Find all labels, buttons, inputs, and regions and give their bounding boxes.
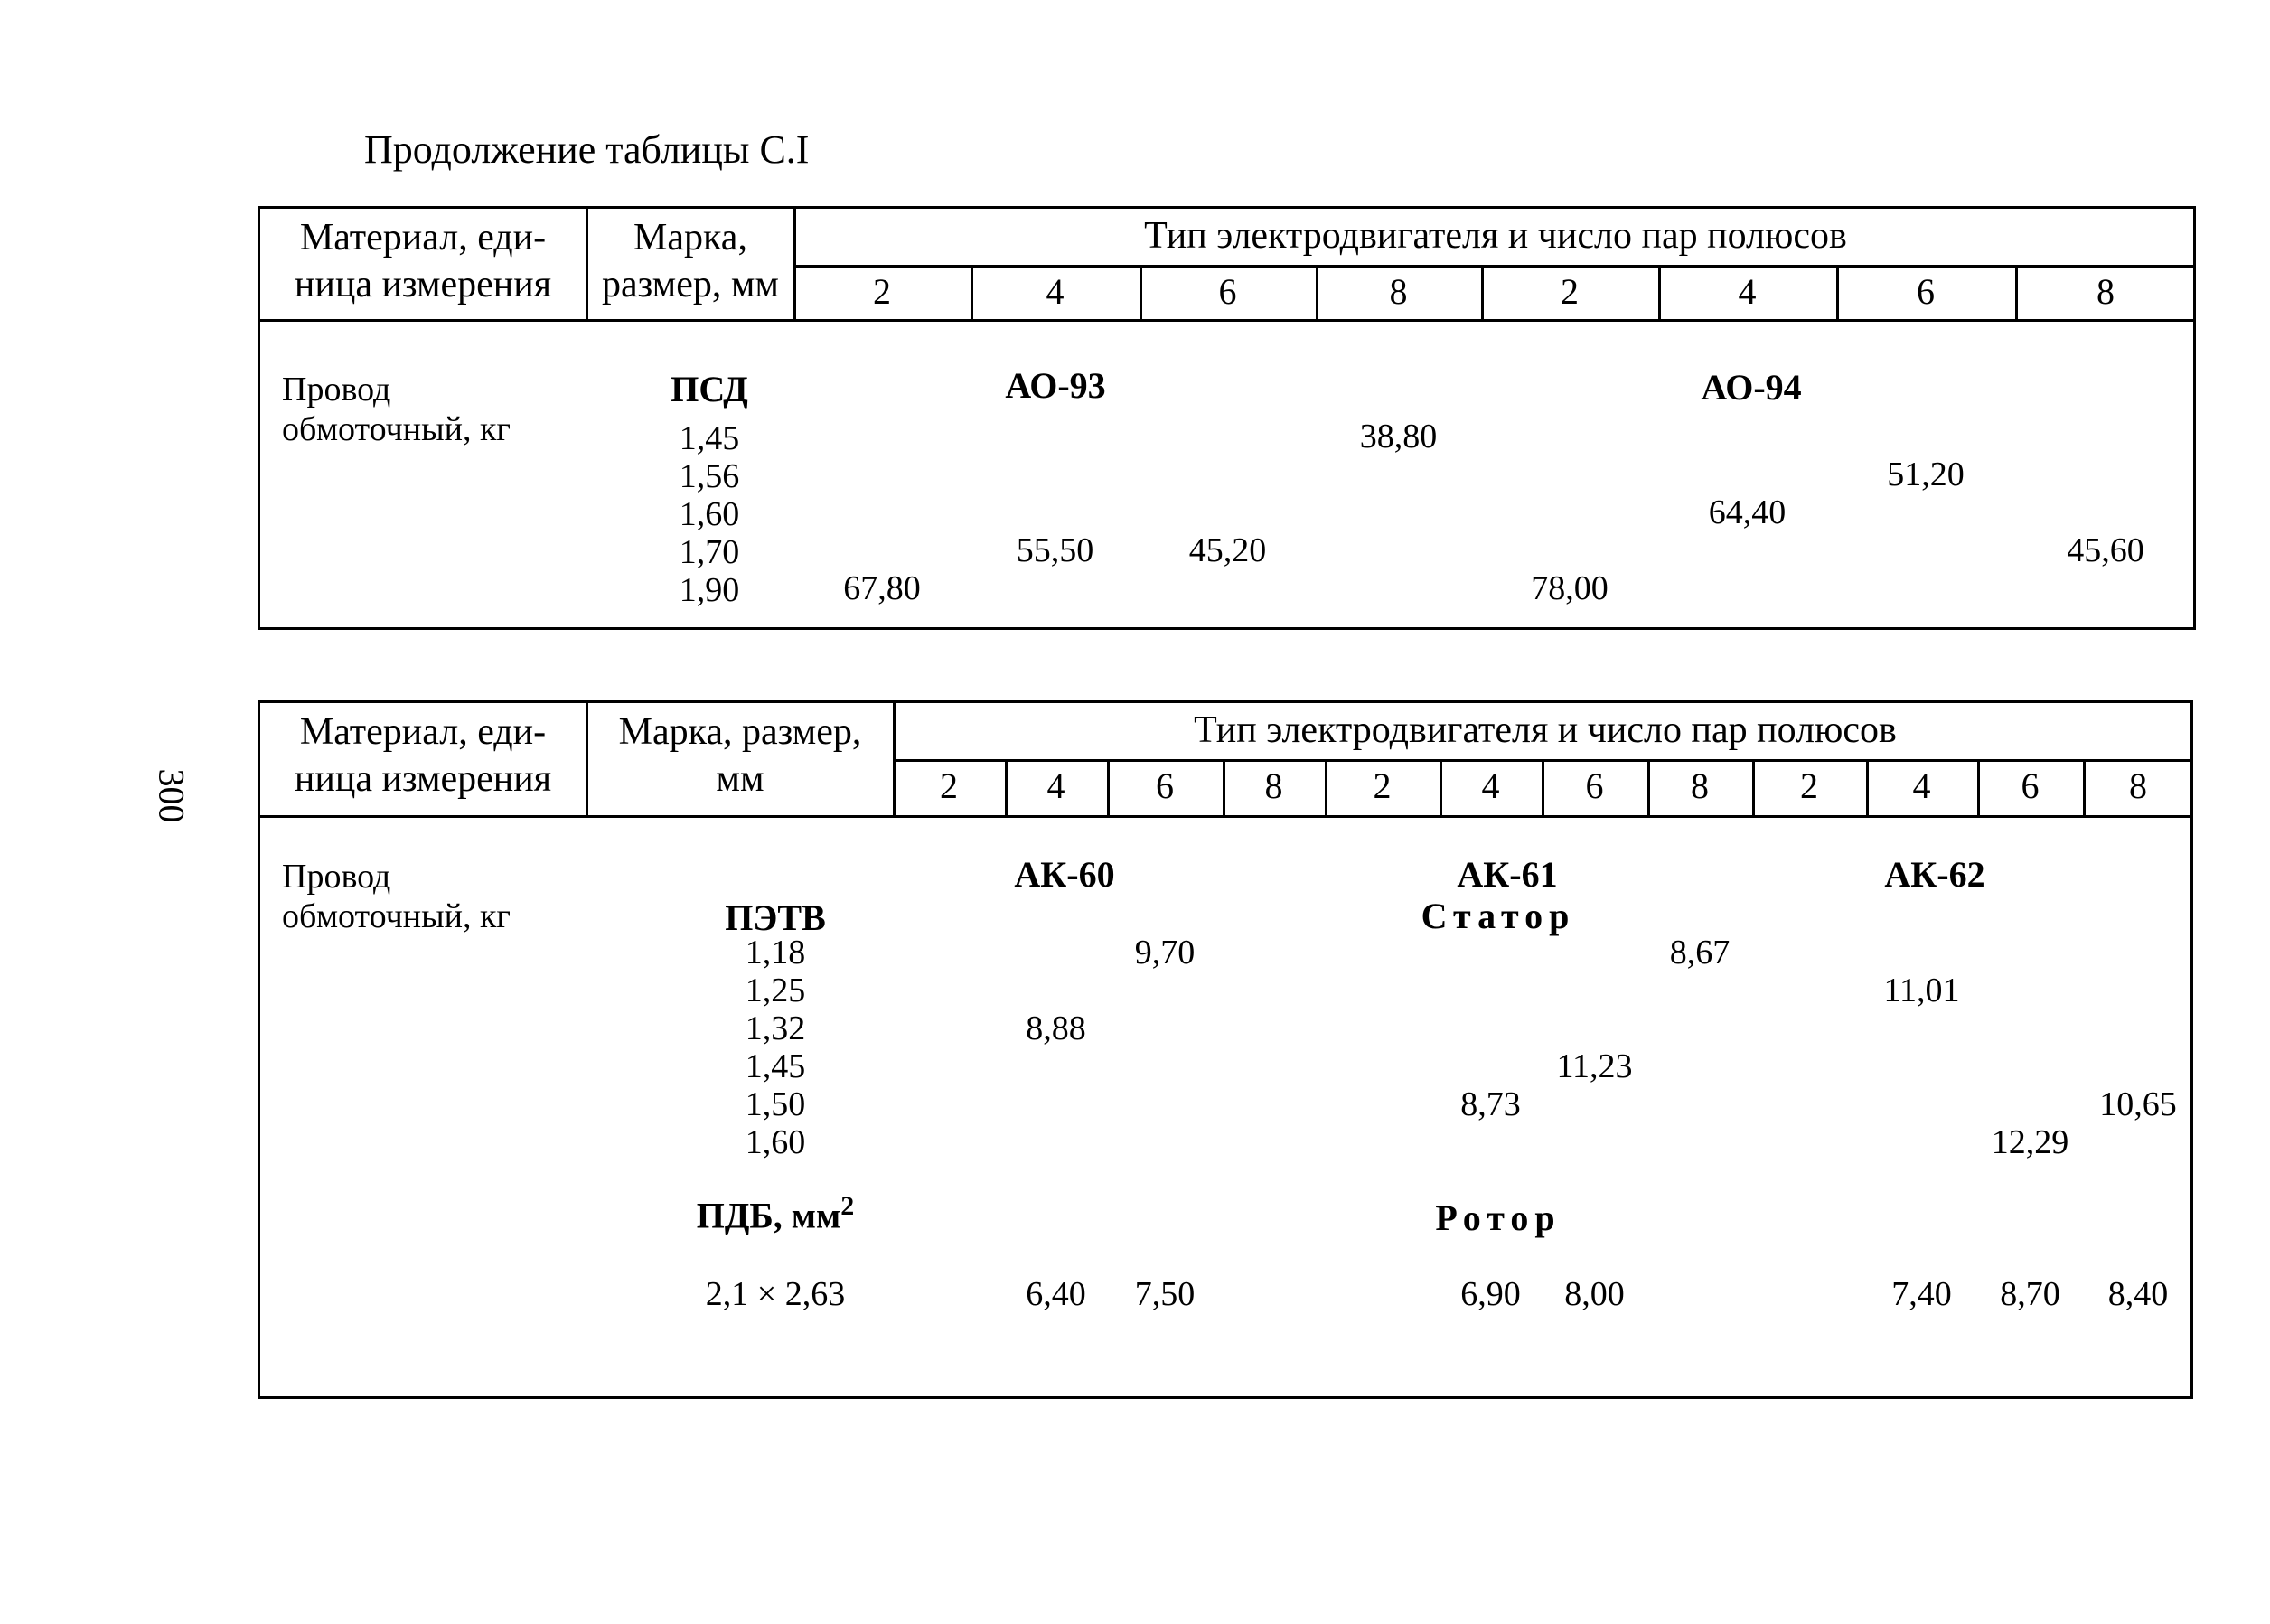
table-cell-value: 64,40 bbox=[1708, 493, 1787, 531]
table-cell-value: 7,50 bbox=[1134, 1275, 1196, 1313]
table-cell-value: 78,00 bbox=[1531, 569, 1609, 607]
table-2 bbox=[258, 700, 2193, 1399]
table-cell-value: 8,70 bbox=[2000, 1275, 2060, 1313]
table-cell-value: 8,73 bbox=[1460, 1085, 1521, 1123]
column-header-material: Материал, еди- ница измерения bbox=[294, 711, 552, 800]
size-value: 1,60 bbox=[745, 1123, 806, 1161]
pole-header: 6 bbox=[2021, 765, 2040, 806]
column-header-material: Материал, еди- ница измерения bbox=[294, 217, 552, 305]
table-cell-value: 51,20 bbox=[1887, 455, 1965, 493]
table-caption: Продолжение таблицы С.I bbox=[364, 127, 810, 172]
table-cell-value: 6,40 bbox=[1026, 1275, 1086, 1313]
size-value: 1,25 bbox=[745, 972, 806, 1009]
mark-petv: ПЭТВ bbox=[725, 897, 826, 938]
rotor-size: 2,1 × 2,63 bbox=[705, 1275, 846, 1313]
pole-header: 4 bbox=[1912, 765, 1931, 806]
row-material: Провод обмоточный, кг bbox=[282, 371, 511, 448]
pole-header: 4 bbox=[1046, 765, 1065, 806]
pole-header: 4 bbox=[1046, 271, 1065, 312]
group-ak61: АК-61 bbox=[1457, 854, 1558, 895]
table-cell-value: 67,80 bbox=[843, 569, 921, 607]
column-header-mark: Марка, размер, мм bbox=[601, 217, 779, 305]
pole-header: 6 bbox=[1156, 765, 1174, 806]
table-cell-value: 8,67 bbox=[1669, 934, 1731, 972]
table-cell-value: 7,40 bbox=[1891, 1275, 1952, 1313]
size-value: 1,45 bbox=[679, 419, 740, 457]
group-ao94: АО-94 bbox=[1701, 367, 1802, 408]
pole-header: 2 bbox=[1561, 271, 1579, 312]
table-cell-value: 38,80 bbox=[1359, 418, 1438, 455]
table-cell-value: 11,23 bbox=[1556, 1047, 1633, 1085]
size-value: 1,18 bbox=[745, 934, 806, 972]
pole-header: 4 bbox=[1481, 765, 1500, 806]
group-ak60: АК-60 bbox=[1014, 854, 1115, 895]
section-rotor: Ротор bbox=[1435, 1197, 1562, 1238]
table-cell-value: 11,01 bbox=[1883, 972, 1960, 1009]
size-value: 1,60 bbox=[679, 495, 740, 533]
pole-header: 2 bbox=[940, 765, 958, 806]
column-header-motor-type: Тип электродвигателя и число пар полюсов bbox=[1194, 709, 1897, 751]
pole-header: 8 bbox=[1389, 271, 1408, 312]
section-stator: Статор bbox=[1421, 896, 1576, 936]
table-cell-value: 8,88 bbox=[1026, 1009, 1086, 1047]
table-cell-value: 10,65 bbox=[2099, 1085, 2177, 1123]
pole-header: 2 bbox=[873, 271, 891, 312]
row-material: Провод обмоточный, кг bbox=[282, 858, 511, 935]
page-number: 300 bbox=[151, 768, 192, 823]
column-header-mark: Марка, размер, мм bbox=[618, 711, 862, 800]
size-value: 1,56 bbox=[679, 457, 740, 495]
column-header-motor-type: Тип электродвигателя и число пар полюсов bbox=[1144, 215, 1847, 257]
table-cell-value: 45,60 bbox=[2067, 531, 2144, 569]
group-ak62: АК-62 bbox=[1884, 854, 1985, 895]
group-ao93: АО-93 bbox=[1005, 365, 1106, 406]
pole-header: 6 bbox=[1585, 765, 1604, 806]
size-value: 1,32 bbox=[745, 1009, 806, 1047]
table-cell-value: 8,40 bbox=[2107, 1275, 2169, 1313]
table-1 bbox=[258, 206, 2196, 630]
pole-header: 6 bbox=[1917, 271, 1935, 312]
pole-header: 8 bbox=[1264, 765, 1283, 806]
mark-pdb: ПДБ, $мм^2$ bbox=[696, 1191, 855, 1236]
table-cell-value: 6,90 bbox=[1460, 1275, 1521, 1313]
table-cell-value: 45,20 bbox=[1188, 531, 1267, 569]
table-cell-value: 12,29 bbox=[1991, 1123, 2069, 1161]
pole-header: 8 bbox=[2129, 765, 2147, 806]
pole-header: 8 bbox=[1691, 765, 1709, 806]
size-value: 1,45 bbox=[745, 1047, 806, 1085]
pole-header: 8 bbox=[2096, 271, 2115, 312]
table-cell-value: 9,70 bbox=[1134, 934, 1196, 972]
size-value: 1,50 bbox=[745, 1085, 806, 1123]
table-cell-value: 8,00 bbox=[1564, 1275, 1625, 1313]
size-value: 1,90 bbox=[679, 571, 740, 609]
pole-header: 2 bbox=[1373, 765, 1392, 806]
pole-header: 6 bbox=[1218, 271, 1237, 312]
mark-psd: ПСД bbox=[671, 369, 748, 409]
table-cell-value: 55,50 bbox=[1016, 531, 1094, 569]
pole-header: 4 bbox=[1738, 271, 1757, 312]
size-value: 1,70 bbox=[679, 533, 740, 571]
pole-header: 2 bbox=[1800, 765, 1818, 806]
